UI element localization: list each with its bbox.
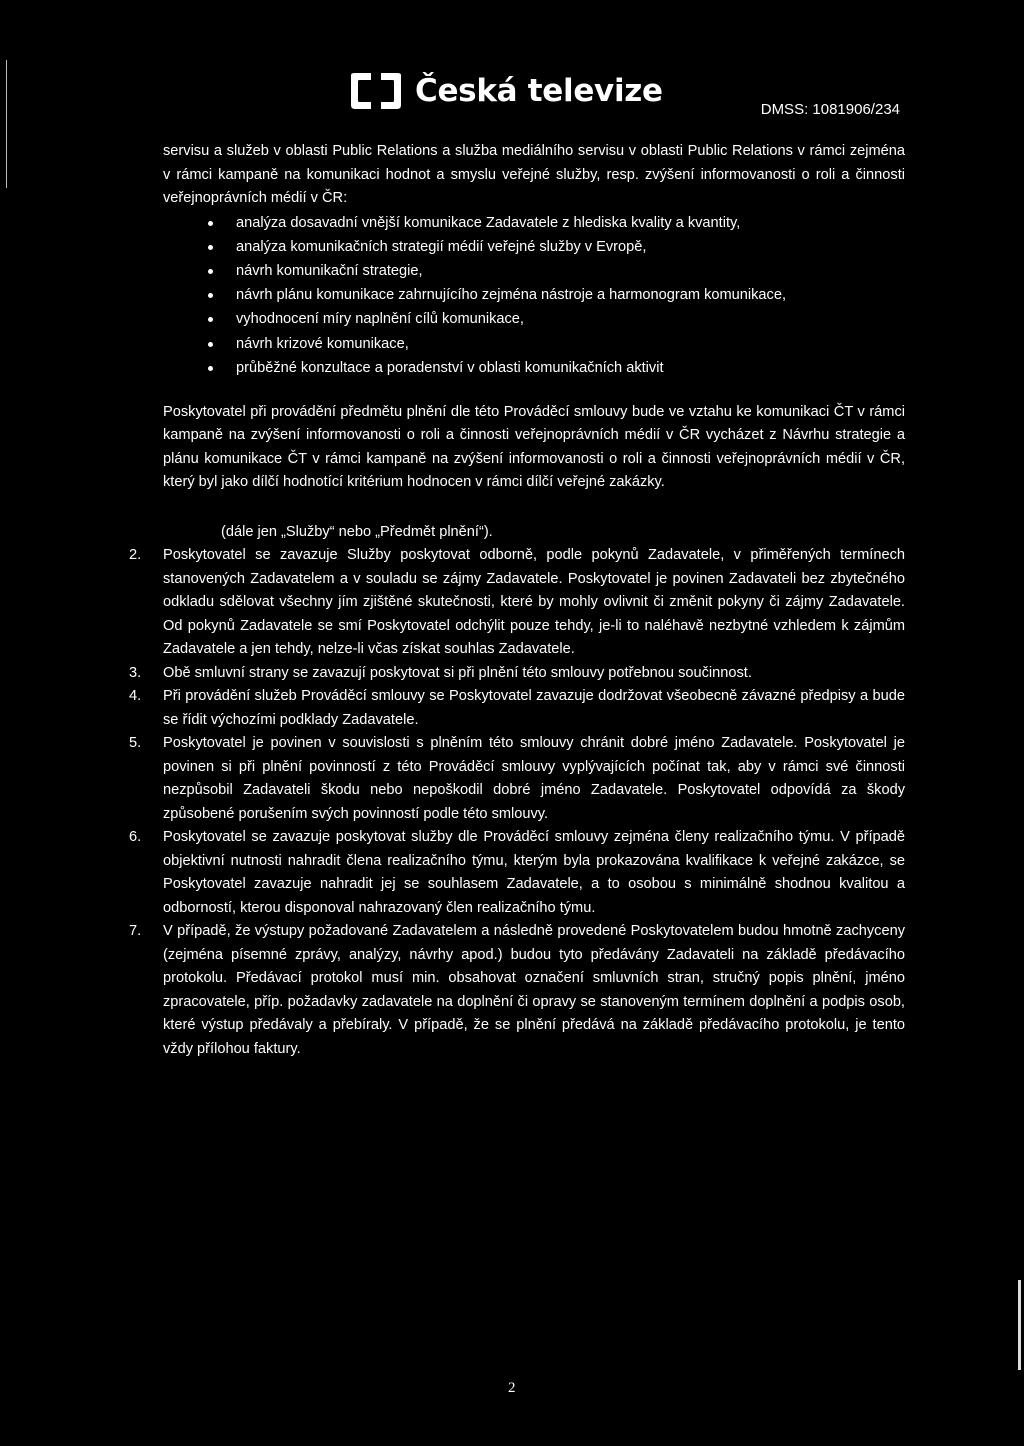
paragraph: Poskytovatel při provádění předmětu plnění dle této Prováděcí smlouvy bude ve vztahu ke komunikaci ČT v rámci kampaně na zvýšení informovanosti o roli a činnosti veřejnoprávních médií v ČR vycházet z Návrhu strategie a plánu komunikace ČT v rámci kampaně na zvýšení informovanosti o roli a činnosti veřejnoprávních médií v ČR, který byl jako dílčí hodnotící kritérium hodnocen v rámci dílčí veřejné zakázky. [163,403,905,491]
bullet-item: průběžné konzultace a poradenství v oblasti komunikačních aktivit [163,356,905,380]
intro-text: servisu a služeb v oblasti Public Relations a služba mediálního servisu v oblasti Public Relations v rámci zejména v rámci kampaně na komunikaci hodnot a smyslu veřejné služby, resp. zvýšení informovanosti o roli a činnosti veřejnoprávních médií v ČR: [163,143,905,206]
numbered-item: 6. Poskytovatel se zavazuje poskytovat služby dle Prováděcí smlouvy zejména členy realizačního týmu. V případě objektivní nutnosti nahradit člena realizačního týmu, kterým byla prokazována kvalifikace k veřejné zakázce, se Poskytovatel zavazuje nahradit jej se souhlasem Zadavatele, a to osobou s minimálně shodnou kvalitou a odborností, kterou disponoval nahrazovaný člen realizačního týmu. [129,829,905,916]
numbered-item: 5. Poskytovatel je povinen v souvislosti s plněním této smlouvy chránit dobré jméno Zadavatele. Poskytovatel je povinen si při plnění povinností z této Prováděcí smlouvy vyplývajících počínat tak, aby v rámci své činnosti nezpůsobil Zadavateli škodu nebo nepoškodil dobré jméno Zadavatele. Poskytovatel odpovídá za škody způsobené porušením svých povinností podle této smlouvy. [129,735,905,822]
numbered-list [129,544,905,1061]
numbered-item: 7. V případě, že výstupy požadované Zadavatelem a následně provedené Poskytovatelem budou hmotně zachyceny (zejména písemné zprávy, analýzy, návrhy apod.) budou tyto předávány Zadavateli na základě předávacího protokolu. Předávací protokol musí min. obsahovat označení smluvních stran, stručný popis plnění, jméno zpracovatele, příp. požadavky zadavatele na doplnění či opravy se stanoveným termínem doplnění a podpis osob, které výstup předávaly a přebíraly. V případě, že se plnění předává na základě předávacího protokolu, je tento vždy přílohou faktury. [129,923,905,1057]
numbered-item: 4. Při provádění služeb Prováděcí smlouvy se Poskytovatel zavazuje dodržovat všeobecně závazné předpisy a bude se řídit výchozími podklady Zadavatele. [129,688,905,728]
bullet-item: návrh komunikační strategie, [163,259,905,283]
numbered-item: 2. Poskytovatel se zavazuje Služby poskytovat odborně, podle pokynů Zadavatele, v přiměřených termínech stanovených Zadavatelem a v souladu se zájmy Zadavatele. Poskytovatel je povinen Zadavateli bez zbytečného odkladu sdělovat všechny jím zjištěné skutečnosti, které by mohly ovlivnit či změnit pokyny či zájmy Zadavatele. Od pokynů Zadavatele se smí Poskytovatel odchýlit pouze tehdy, je-li to naléhavě nezbytné vzhledem k zájmům Zadavatele a jen tehdy, nelze-li včas získat souhlas Zadavatele. [129,547,905,658]
ct-logo [347,70,663,112]
document-body [129,140,905,1061]
bullet-item: návrh krizové komunikace, [163,332,905,356]
bullet-item: návrh plánu komunikace zahrnujícího zejména nástroje a harmonogram komunikace, [163,283,905,307]
bullet-item: analýza dosavadní vnější komunikace Zadavatele z hlediska kvality a kvantity, [163,211,905,235]
document-id: DMSS: 1081906/234 [760,101,900,118]
page-number: 2 [508,1380,516,1396]
ct-logo-icon [347,71,405,111]
logo-text: Česká televize [415,73,663,109]
numbered-item: 3. Obě smluvní strany se zavazují poskytovat si při plnění této smlouvy potřebnou součinnost. [129,664,752,681]
services-note: (dále jen „Služby“ nebo „Předmět plnění“). [221,523,493,540]
scan-edge-left [6,60,7,188]
bullet-item: analýza komunikačních strategií médií veřejné služby v Evropě, [163,235,905,259]
bullet-item: vyhodnocení míry naplnění cílů komunikace, [163,307,905,331]
bullet-list [163,211,905,380]
scan-edge-right [1018,1280,1021,1370]
